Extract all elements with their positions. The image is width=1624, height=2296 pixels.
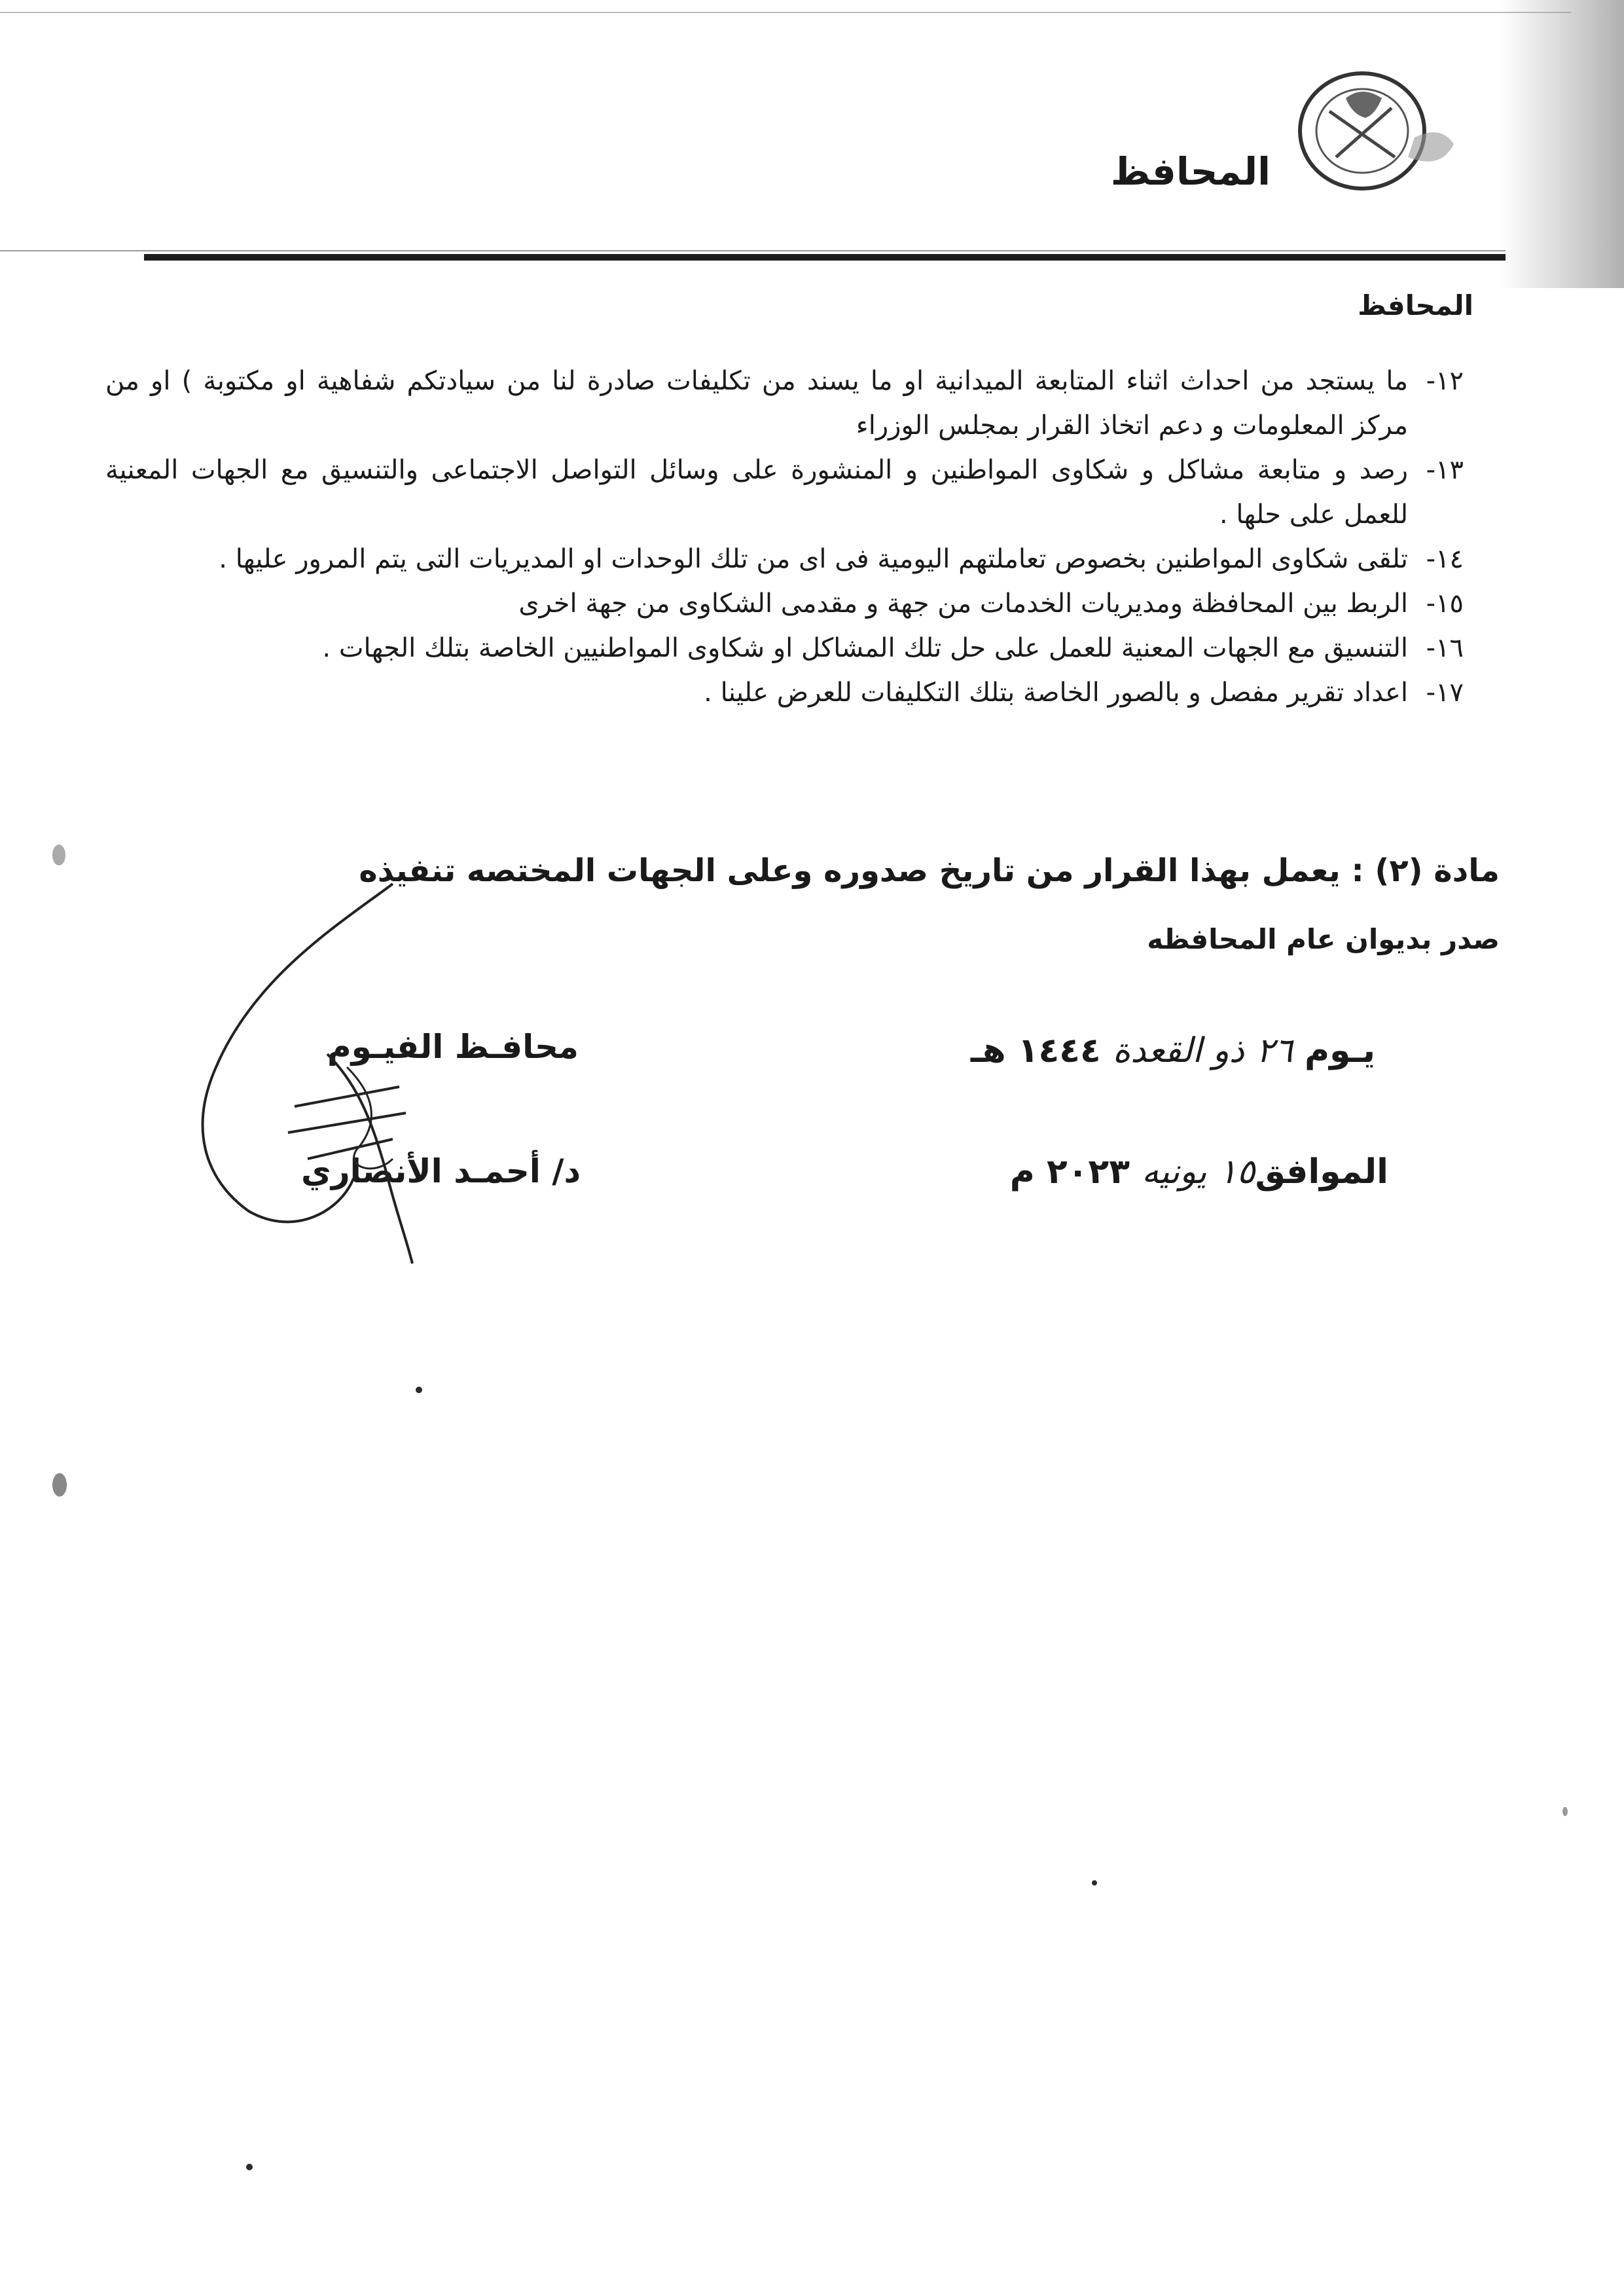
signatory-name: د/ أحمـد الأنصاري <box>301 1152 581 1190</box>
list-item <box>105 581 1464 626</box>
hijri-month: ذو القعدة <box>1112 1031 1244 1070</box>
item-text: رصد و متابعة مشاكل و شكاوى المواطنين و المنشورة على وسائل التواصل الاجتماعى والتنسيق مع الجهات المعنية للعمل على حلها . <box>105 455 1408 530</box>
hijri-prefix: يـوم <box>1304 1031 1375 1070</box>
item-number: ١٢- <box>1426 366 1464 396</box>
header-rule <box>144 254 1506 261</box>
scan-speck <box>1092 1880 1097 1886</box>
article-label: مادة (٢) : <box>1351 852 1500 889</box>
article-text: يعمل بهذا القرار من تاريخ صدوره وعلى الجهات المختصه تنفيذه <box>359 852 1341 889</box>
scan-speck <box>52 1473 67 1497</box>
scan-top-edge <box>0 12 1571 13</box>
hijri-year: ١٤٤٤ هـ <box>970 1031 1101 1070</box>
hijri-date <box>971 1031 1375 1070</box>
greg-day: ١٥ <box>1218 1152 1255 1192</box>
item-number: ١٧- <box>1426 678 1464 708</box>
list-item <box>105 670 1464 715</box>
hijri-day: ٢٦ <box>1256 1031 1293 1070</box>
header-rule-thin <box>0 250 1506 251</box>
header-title: المحافظ <box>1110 149 1271 194</box>
scan-shadow <box>1500 0 1624 288</box>
list-item <box>105 448 1464 537</box>
item-text: التنسيق مع الجهات المعنية للعمل على حل تلك المشاكل او شكاوى المواطنيين الخاصة بتلك الجهات . <box>322 633 1408 663</box>
list-item <box>105 626 1464 670</box>
item-number: ١٣- <box>1426 455 1464 485</box>
scan-speck <box>246 2164 253 2170</box>
gregorian-date <box>1010 1152 1388 1192</box>
greg-month: يونيه <box>1142 1152 1207 1192</box>
item-text: اعداد تقرير مفصل و بالصور الخاصة بتلك التكليفات للعرض علينا . <box>704 678 1408 708</box>
page-label: المحافظ <box>1358 289 1473 321</box>
item-number: ١٦- <box>1426 633 1464 663</box>
scan-speck <box>416 1387 422 1393</box>
signatory-title: محافـظ الفيـوم <box>327 1028 579 1066</box>
decision-items-list <box>105 359 1464 715</box>
scan-speck <box>52 845 65 866</box>
item-number: ١٤- <box>1426 544 1464 574</box>
item-text: ما يستجد من احداث اثناء المتابعة الميدانية او ما يسند من تكليفات صادرة لنا من سيادتكم شفاهية او مكتوبة ) او من مركز المعلومات و دعم اتخاذ القرار بمجلس الوزراء <box>105 366 1408 441</box>
list-item <box>105 537 1464 581</box>
item-text: الربط بين المحافظة ومديريات الخدمات من جهة و مقدمى الشكاوى من جهة اخرى <box>518 589 1408 619</box>
issued-text: صدر بديوان عام المحافظه <box>1147 923 1500 955</box>
handwritten-signature <box>177 871 543 1277</box>
list-item <box>105 359 1464 448</box>
greg-year: ٢٠٢٣ م <box>1009 1152 1130 1192</box>
scan-speck <box>1562 1807 1568 1816</box>
governorate-seal-icon <box>1284 59 1460 210</box>
item-number: ١٥- <box>1426 589 1464 619</box>
item-text: تلقى شكاوى المواطنين بخصوص تعاملتهم اليومية فى اى من تلك الوحدات او المديريات التى يتم المرور عليها . <box>219 544 1408 574</box>
greg-prefix: الموافق <box>1255 1152 1388 1192</box>
